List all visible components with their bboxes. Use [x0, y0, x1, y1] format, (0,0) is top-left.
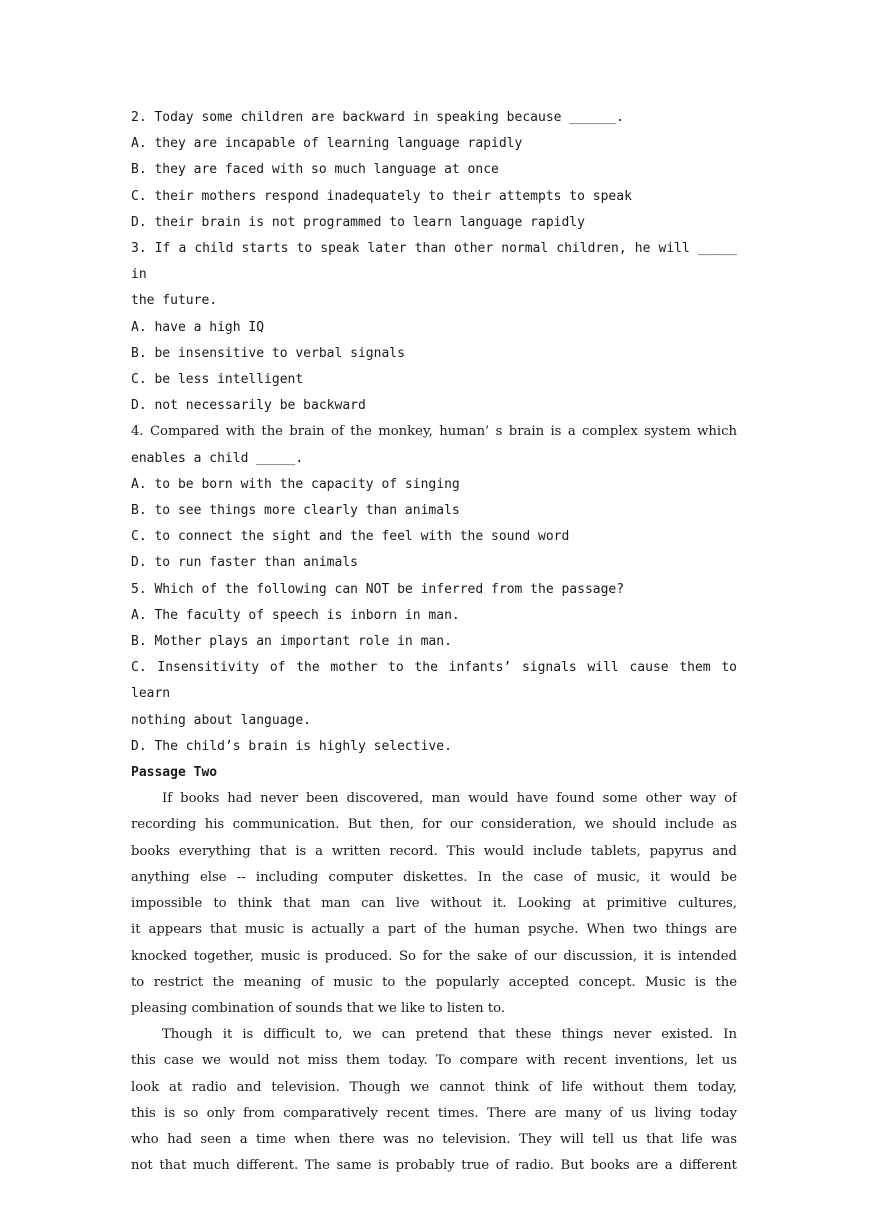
question-3-option-d: D. not necessarily be backward [131, 398, 366, 414]
passage-heading: Passage Two [131, 765, 218, 781]
question-4-option-c: C. to connect the sight and the feel with the sound word [131, 529, 570, 545]
passage-p1-line-4: anything else -- including computer diskettes. In the case of music, it would be [131, 869, 737, 885]
question-4-option-d: D. to run faster than animals [131, 555, 358, 571]
question-2-option-a: A. they are incapable of learning language rapidly [131, 136, 523, 152]
question-2-stem: 2. Today some children are backward in speaking because ______. [131, 110, 625, 125]
passage-p2-line-5: who had seen a time when there was no television. They will tell us that life was [131, 1131, 737, 1147]
passage-p1-line-3: books everything that is a written record. This would include tablets, papyrus and [131, 843, 737, 859]
passage-p1-line-9: pleasing combination of sounds that we like to listen to. [131, 1000, 506, 1016]
question-5-option-a: A. The faculty of speech is inborn in man. [131, 607, 460, 623]
question-5-option-b: B. Mother plays an important role in man. [131, 634, 452, 650]
passage-p1-line-6: it appears that music is actually a part of the human psyche. When two things are [131, 922, 737, 938]
passage-p1-line-8: to restrict the meaning of music to the popularly accepted concept. Music is the [131, 974, 737, 990]
question-2-option-b: B. they are faced with so much language at once [131, 162, 499, 178]
passage-p2-line-1: Though it is difficult to, we can pretend that these things never existed. In [162, 1027, 737, 1043]
question-3-option-c: C. be less intelligent [131, 372, 304, 388]
passage-p1-line-7: knocked together, music is produced. So for the sake of our discussion, it is intended [131, 948, 737, 964]
document-content [131, 105, 737, 1179]
passage-p1-line-5: impossible to think that man can live without it. Looking at primitive cultures, [131, 896, 737, 912]
question-3-stem-line-1: 3. If a child starts to speak later than other normal children, he will _____ in [131, 241, 737, 283]
question-2-option-c: C. their mothers respond inadequately to their attempts to speak [131, 188, 632, 204]
question-4-option-a: A. to be born with the capacity of singing [131, 476, 460, 492]
question-3-option-b: B. be insensitive to verbal signals [131, 345, 405, 361]
question-4-stem-line-2: enables a child _____. [131, 450, 304, 466]
passage-p2-line-2: this case we would not miss them today. To compare with recent inventions, let us [131, 1053, 737, 1069]
passage-p2-line-4: this is so only from comparatively recent times. There are many of us living today [131, 1105, 737, 1121]
question-5-option-c: C. Insensitivity of the mother to the infants’ signals will cause them to learn [131, 660, 737, 702]
passage-p1-line-1: If books had never been discovered, man would have found some other way of [162, 791, 737, 807]
passage-p2-line-6: not that much different. The same is probably true of radio. But books are a different [131, 1158, 737, 1174]
passage-p2-line-3: look at radio and television. Though we cannot think of life without them today, [131, 1079, 737, 1095]
passage-p1-line-2: recording his communication. But then, for our consideration, we should include as [131, 817, 737, 833]
question-5-option-d: D. The child’s brain is highly selective. [131, 738, 452, 754]
question-4-stem-line-1: 4. Compared with the brain of the monkey, human’ s brain is a complex system which [131, 424, 737, 440]
question-2-option-d: D. their brain is not programmed to learn language rapidly [131, 214, 585, 230]
question-3-option-a: A. have a high IQ [131, 319, 265, 335]
question-5-option-c-continued: nothing about language. [131, 712, 312, 728]
question-5-stem: 5. Which of the following can NOT be inferred from the passage? [131, 581, 625, 597]
question-4-option-b: B. to see things more clearly than animals [131, 503, 460, 519]
question-3-stem-line-2: the future. [131, 293, 218, 309]
